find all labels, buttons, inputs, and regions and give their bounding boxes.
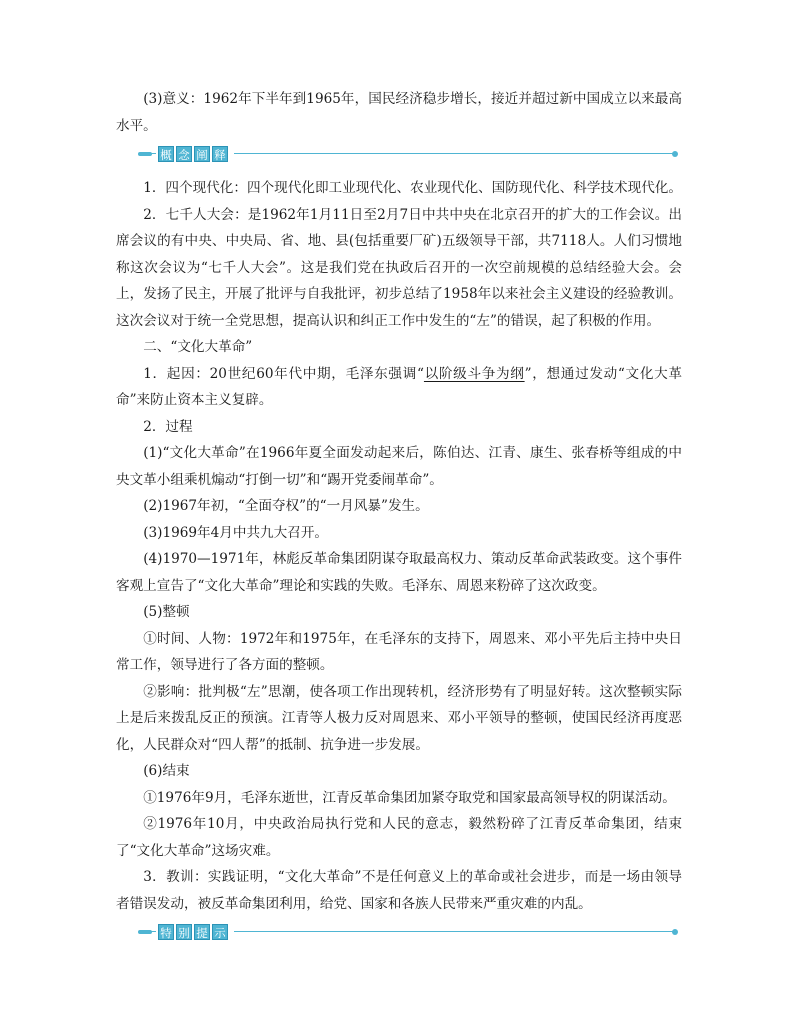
process-item-1: (1)“文化大革命”在1966年夏全面发动起来后，陈伯达、江青、康生、张春桥等组成的中央文革小组乘机煽动“打倒一切”和“踢开党委闹革命”。 (116, 445, 682, 488)
cause-suffix: ”，想通过发动“文化大革命”来防止资本主义复辟。 (116, 365, 682, 408)
banner-char: 示 (212, 924, 228, 940)
banner-char: 念 (176, 146, 192, 162)
banner-tag (156, 923, 234, 941)
concept-item-four-modernizations: 1．四个现代化：四个现代化即工业现代化、农业现代化、国防现代化、科学技术现代化。 (143, 180, 682, 196)
banner-end-dot (672, 929, 678, 935)
special-tip-banner (116, 921, 682, 947)
banner-end-dot (672, 151, 678, 157)
process-item-4: (4)1970—1971年，林彪反革命集团阴谋夺取最高权力、策动反革命武装政变。这个事件客观上宣告了“文化大革命”理论和实践的失败。毛泽东、周恩来粉碎了这次政变。 (116, 551, 682, 594)
banner-char: 概 (158, 146, 174, 162)
cause-prefix: 1．起因：20世纪60年代中期，毛泽东强调“ (143, 365, 424, 382)
banner-char: 特 (158, 924, 174, 940)
process-item-5-heading: (5)整顿 (143, 604, 190, 620)
banner-char: 阐 (194, 146, 210, 162)
banner-char: 释 (212, 146, 228, 162)
section-heading-cultural-revolution: 二、“文化大革命” (143, 339, 253, 355)
process-heading: 2．过程 (143, 418, 193, 435)
process-item-5a: ①时间、人物：1972年和1975年，在毛泽东的支持下，周恩来、邓小平先后主持中央日常工作，领导进行了各方面的整顿。 (116, 630, 682, 673)
process-item-2: (2)1967年初，“全面夺权”的“一月风暴”发生。 (143, 498, 429, 514)
banner-char: 提 (194, 924, 210, 940)
concept-item-seven-thousand-conference: 2．七千人大会：是1962年1月11日至2月7日中共中央在北京召开的扩大的工作会议。出席会议的有中央、中央局、省、地、县(包括重要厂矿)五级领导干部，共7118人。人们习惯地称这次会议为“七千人大会”。这是我们党在执政后召开的一次空前规模的总结经验大会。会上，发扬了民主，开展了批评与自我批评，初步总结了1958年以来社会主义建设的经验教训。这次会议对于统一全党思想，提高认识和纠正工作中发生的“左”的错误，起了积极的作用。 (116, 206, 682, 329)
process-item-3: (3)1969年4月中共九大召开。 (143, 524, 329, 541)
lesson-paragraph: 3．教训：实践证明，“文化大革命”不是任何意义上的革命或社会进步，而是一场由领导者错误发动，被反革命集团利用，给党、国家和各族人民带来严重灾难的内乱。 (116, 869, 682, 912)
process-item-6-heading: (6)结束 (143, 763, 190, 779)
banner-tag (156, 145, 234, 163)
process-item-6b: ②1976年10月，中央政治局执行党和人民的意志，毅然粉碎了江青反革命集团，结束了“文化大革命”这场灾难。 (116, 816, 682, 859)
banner-char: 别 (176, 924, 192, 940)
cause-paragraph (116, 361, 682, 414)
significance-paragraph: (3)意义：1962年下半年到1965年，国民经济稳步增长，接近并超过新中国成立以来最高水平。 (116, 91, 682, 134)
document-content (116, 86, 682, 953)
process-item-5b: ②影响：批判极“左”思潮，使各项工作出现转机，经济形势有了明显好转。这次整顿实际上是后来拨乱反正的预演。江青等人极力反对周恩来、邓小平领导的整顿，使国民经济再度恶化，人民群众对“四人帮”的抵制、抗争进一步发展。 (116, 683, 682, 753)
concept-explanation-banner (116, 143, 682, 169)
cause-fill-blank: 以阶级斗争为纲 (423, 365, 525, 382)
process-item-6a: ①1976年9月，毛泽东逝世，江青反革命集团加紧夺取党和国家最高领导权的阴谋活动。 (143, 789, 676, 806)
